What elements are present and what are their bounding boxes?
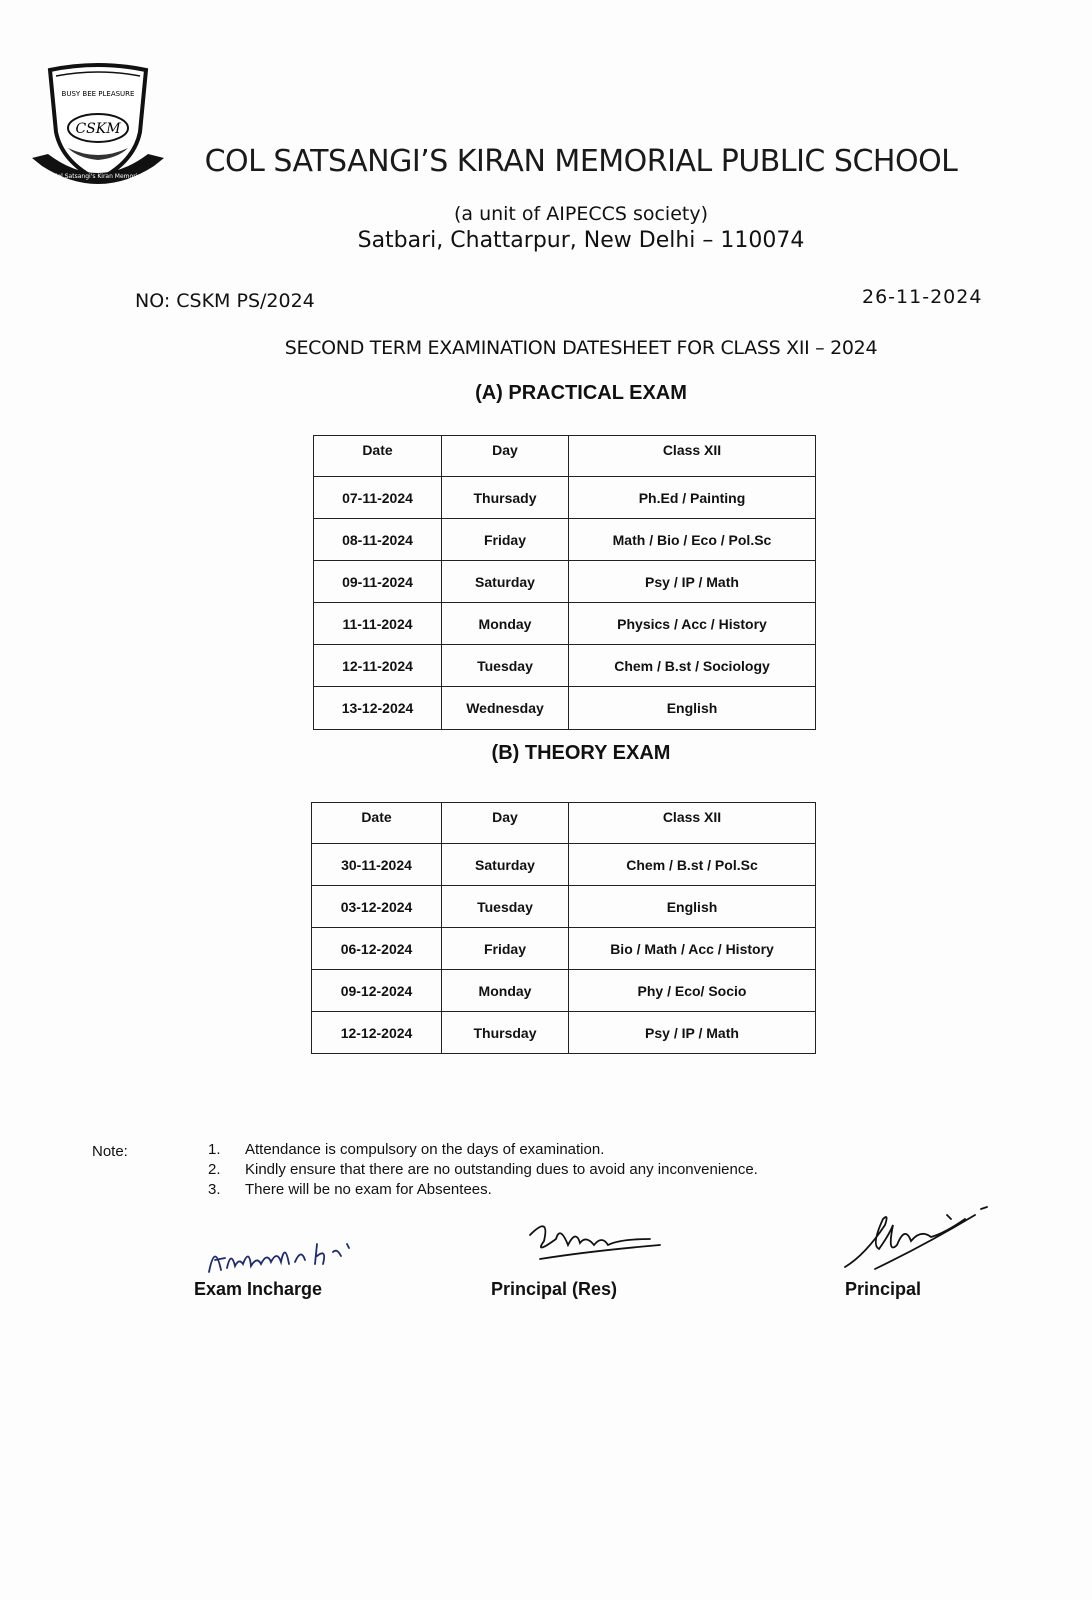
note-text: Kindly ensure that there are no outstanding dues to avoid any inconvenience. xyxy=(245,1161,758,1178)
cell-subjects: Psy / IP / Math xyxy=(569,561,816,603)
principal-res-signature xyxy=(520,1215,670,1275)
table-row xyxy=(312,928,816,970)
exam-incharge-signature xyxy=(205,1222,365,1282)
table-row xyxy=(312,886,816,928)
cell-date: 30-11-2024 xyxy=(312,844,442,886)
cell-date: 06-12-2024 xyxy=(312,928,442,970)
table-header-row xyxy=(314,436,816,477)
cell-date: 03-12-2024 xyxy=(312,886,442,928)
logo-text: CSKM xyxy=(75,121,121,137)
cell-subjects: English xyxy=(569,687,816,730)
cell-day: Tuesday xyxy=(442,886,569,928)
note-item xyxy=(208,1161,758,1178)
cell-day: Monday xyxy=(442,603,569,645)
cell-date: 09-12-2024 xyxy=(312,970,442,1012)
note-item xyxy=(208,1141,604,1158)
school-unit: (a unit of AIPECCS society) xyxy=(453,203,709,225)
cell-subjects: Bio / Math / Acc / History xyxy=(569,928,816,970)
logo-motto: BUSY BEE PLEASURE xyxy=(61,90,135,98)
practical-exam-heading: (A) PRACTICAL EXAM xyxy=(475,382,687,404)
column-header-date: Date xyxy=(314,436,442,477)
note-item xyxy=(208,1181,492,1198)
cell-date: 11-11-2024 xyxy=(314,603,442,645)
column-header-day: Day xyxy=(442,803,569,844)
cell-day: Friday xyxy=(442,928,569,970)
cell-subjects: Physics / Acc / History xyxy=(569,603,816,645)
table-row xyxy=(312,970,816,1012)
table-row xyxy=(314,603,816,645)
note-label: Note: xyxy=(92,1143,128,1160)
cell-subjects: Ph.Ed / Painting xyxy=(569,477,816,519)
column-header-class: Class XII xyxy=(569,803,816,844)
theory-exam-table xyxy=(311,802,816,1054)
cell-day: Monday xyxy=(442,970,569,1012)
cell-subjects: Math / Bio / Eco / Pol.Sc xyxy=(569,519,816,561)
note-text: Attendance is compulsory on the days of examination. xyxy=(245,1141,605,1158)
cell-date: 12-11-2024 xyxy=(314,645,442,687)
cell-date: 13-12-2024 xyxy=(314,687,442,730)
logo-ribbon: Col Satsangi's Kiran Memorial xyxy=(53,173,143,180)
cell-subjects: Psy / IP / Math xyxy=(569,1012,816,1054)
cell-subjects: English xyxy=(569,886,816,928)
cell-day: Wednesday xyxy=(442,687,569,730)
principal-signature xyxy=(835,1205,995,1285)
table-row xyxy=(314,477,816,519)
cell-day: Friday xyxy=(442,519,569,561)
note-text: There will be no exam for Absentees. xyxy=(245,1181,492,1198)
cell-day: Thursday xyxy=(442,1012,569,1054)
table-row xyxy=(314,645,816,687)
column-header-date: Date xyxy=(312,803,442,844)
column-header-class: Class XII xyxy=(569,436,816,477)
table-row xyxy=(314,519,816,561)
cell-date: 08-11-2024 xyxy=(314,519,442,561)
cell-day: Tuesday xyxy=(442,645,569,687)
cell-date: 12-12-2024 xyxy=(312,1012,442,1054)
column-header-day: Day xyxy=(442,436,569,477)
principal-label: Principal xyxy=(845,1279,922,1299)
table-row xyxy=(314,561,816,603)
practical-exam-table xyxy=(313,435,816,730)
theory-exam-heading: (B) THEORY EXAM xyxy=(491,742,671,764)
table-row xyxy=(314,687,816,730)
document-date: 26-11-2024 xyxy=(862,286,983,308)
exam-incharge-label: Exam Incharge xyxy=(194,1279,323,1299)
table-row xyxy=(312,1012,816,1054)
cell-day: Saturday xyxy=(442,844,569,886)
cell-subjects: Phy / Eco/ Socio xyxy=(569,970,816,1012)
table-header-row xyxy=(312,803,816,844)
cell-subjects: Chem / B.st / Pol.Sc xyxy=(569,844,816,886)
document-title: SECOND TERM EXAMINATION DATESHEET FOR CLASS XII – 2024 xyxy=(284,337,878,359)
cell-subjects: Chem / B.st / Sociology xyxy=(569,645,816,687)
school-name: COL SATSANGI’S KIRAN MEMORIAL PUBLIC SCHOOL xyxy=(204,144,958,179)
note-number: 2. xyxy=(208,1161,221,1178)
cell-day: Thursady xyxy=(442,477,569,519)
cell-date: 09-11-2024 xyxy=(314,561,442,603)
table-row xyxy=(312,844,816,886)
principal-res-label: Principal (Res) xyxy=(491,1279,618,1299)
reference-number: NO: CSKM PS/2024 xyxy=(135,290,315,312)
school-address: Satbari, Chattarpur, New Delhi – 110074 xyxy=(357,228,805,253)
note-number: 3. xyxy=(208,1181,221,1198)
cell-day: Saturday xyxy=(442,561,569,603)
cell-date: 07-11-2024 xyxy=(314,477,442,519)
note-number: 1. xyxy=(208,1141,221,1158)
